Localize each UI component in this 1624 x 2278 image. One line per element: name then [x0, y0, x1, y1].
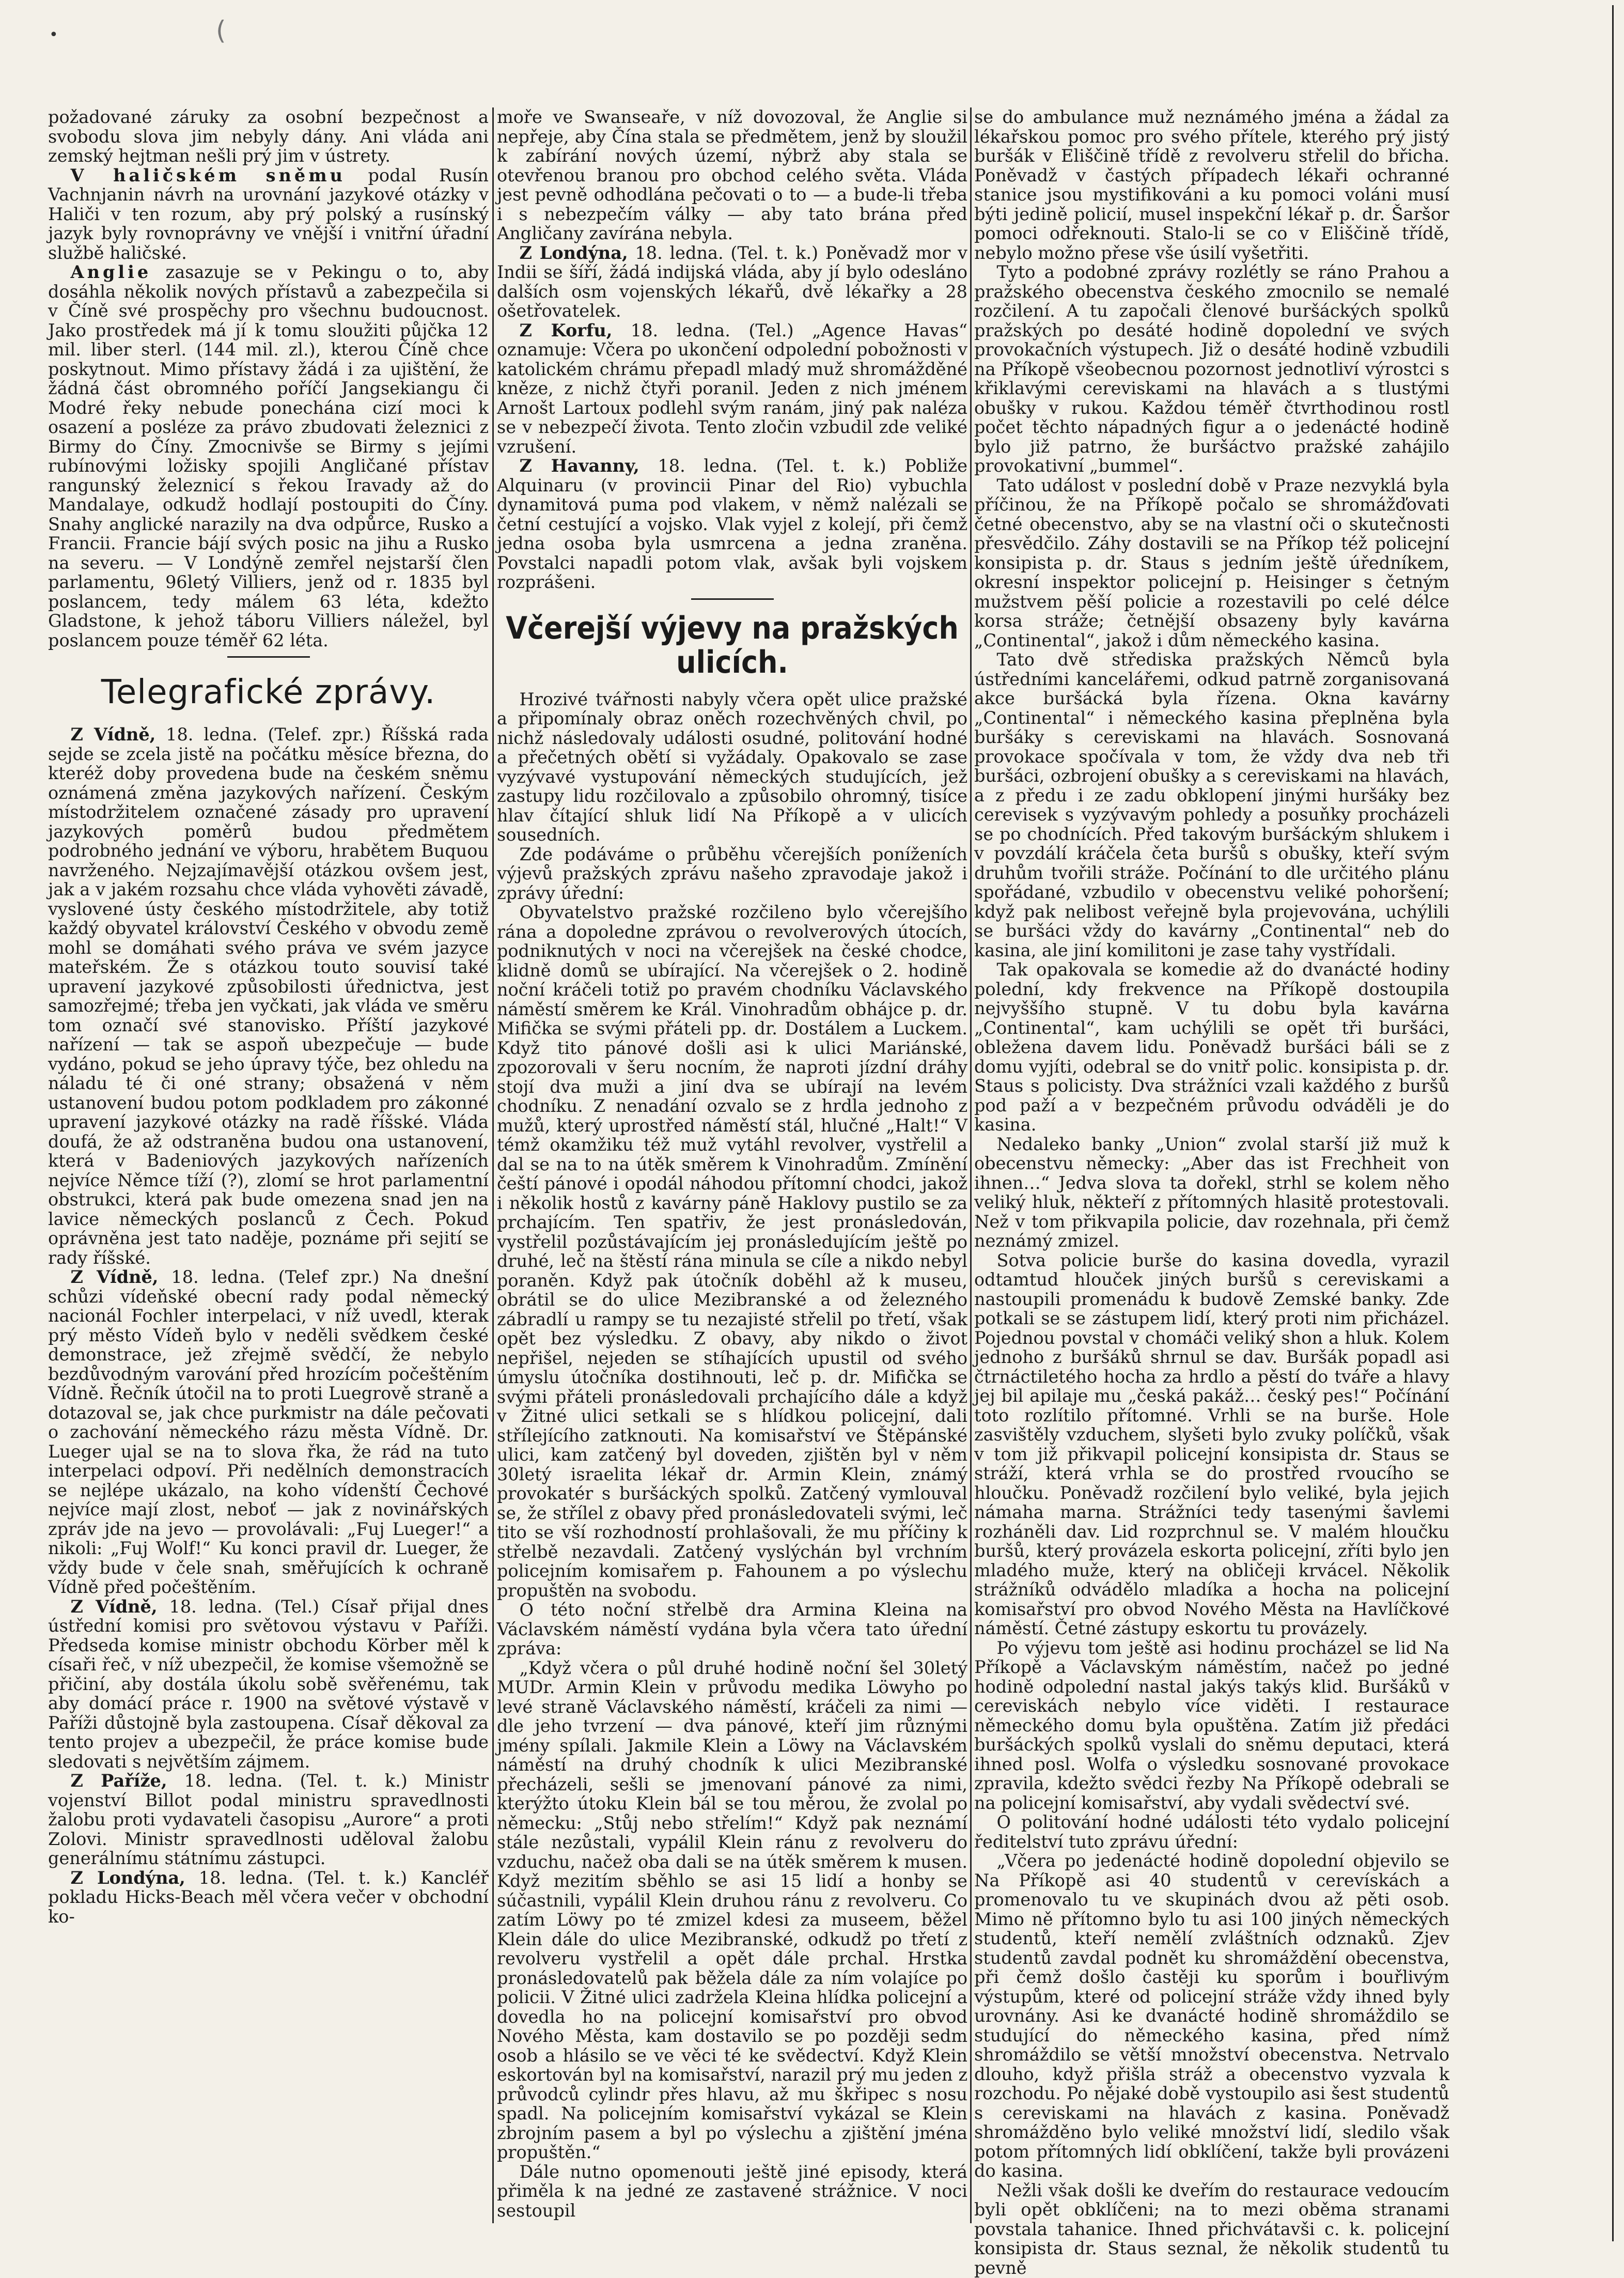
dateline: Z Vídně, [70, 724, 156, 745]
dateline: Z Korfu, [519, 320, 613, 340]
telegram-text: 18. ledna. (Tel.) Císař přijal dnes ústřední komisi pro světovou výstavu v Paříži. Předseda komise ministr obchodu Körber měl k císaři řeč, v níž ubezpečil, že komise všemožně se přičiní, aby dostála úkolu sobě svěřenému, tak aby domácí práce r. 1900 na světové výstavě v Paříži důstojně byla zastoupena. Císař děkoval za tento projev a ubezpečil, že práce komise bude sledovati s největším zájmem. [48, 1596, 489, 1772]
telegram-text: 18. ledna. (Telef zpr.) Na dnešní schůzi vídeňské obecní rady podal německý nacionál Fochler interpelaci, v níž uvedl, kterak prý město Vídeň bylo v neděli svědkem české demonstrace, jež zřejmě svědčí, že nebylo bezdůvodným varování před hrozícím počeštěním Vídně. Řečník útočil na to proti Luegrově straně a dotazoval se, jak chce purkmistr na dále pečovati o zachování německého rázu města Vídně. Dr. Lueger ujal se na to slova řka, že rád na tuto interpelaci odpoví. Při nedělních demonstracích se nejlépe ukázalo, na koho vídenští Čechové nejvíce mají zlost, neboť — jak z novinářských zpráv jde na jevo — provolávali: „Fuj Lueger!“ a nikoli: „Fuj Wolf!“ Ku konci pravil dr. Lueger, že vždy bude v čele snah, směřujících k ochraně Vídně před počeštěním. [48, 1267, 489, 1597]
lead-words: Anglie [70, 262, 152, 282]
dateline: Z Vídně, [70, 1596, 158, 1617]
telegram-text: 18. ledna. (Telef. zpr.) Říšská rada sejde se zcela jistě na počátku měsíce března, do kteréž doby provedena bude na českém sněmu oznámená změna jazykových nařízení. Českým místodržitelem označené zásady pro upravení jazykových poměrů budou předmětem podrobného jednání ve výboru, hrabětem Buquou navrženého. Nejzajímavější otázkou ovšem jest, jak a v jakém rozsahu chce vláda vyhověti závadě, vyslovené ústy českého místodržitele, aby totiž každý obyvatel království Českého v obvodu země mohl se domáhati svého práva ve svém jazyce mateřském. Že s otázkou touto souvisí také upravení jazykové způsobilosti úřednictva, jest samozřejmé; třeba jen vyčkati, jak vláda ve směru tom označí své stanovisko. Příští jazykové nařízení — tak se aspoň ubezpečuje — bude vydáno, pokud se jeho úpravy týče, bez ohledu na náladu té či oné strany; obsažená v něm ustanovení budou potom podkladem pro zákonné upravení jazykové otázky na radě říšské. Vláda doufá, že až odstraněna budou ona ustanovení, která v Badeniových jazykových nařízeních nejvíce Němce tíží (?), zlomí se hrot parlamentní obstrukci, která pak bude omezena snad jen na lavice německých poslanců z Čech. Pokud oprávněna jest tato naděje, poznáme při sejití se rady říšské. [48, 724, 489, 1268]
paragraph: požadované záruky za osobní bezpečnost a svobodu slova jim nebyly dány. Ani vláda ani zemský hejtman nešli prý jim v ústrety. [48, 107, 489, 166]
telegram [497, 243, 967, 321]
column-rule-1 [492, 107, 494, 2223]
divider [227, 656, 310, 658]
paragraph: O politování hodné události této vydalo policejní ředitelství tuto zprávu úřední: [974, 1812, 1449, 1852]
paragraph: moře ve Swanseaře, v níž dovozoval, že Anglie si nepřeje, aby Čína stala se předmětem, jenž by sloužil k zabírání nových území, nýbrž aby stala se otevřenou branou pro obchod celého světa. Vláda jest pevně odhodlána pečovati o to — a bude-li třeba i s nebezpečím války — aby tato brána před Angličany zavírána nebyla. [497, 107, 967, 243]
lead-words: V haličském sněmu [70, 165, 346, 185]
telegram [497, 456, 967, 592]
telegram-text: 18. ledna. (Tel.) „Agence Havas“ oznamuje: Včera po ukončení odpolední pobožnosti v katolickém chrámu přepadl mladý muž shromážděné kněze, z nichž čtyři poranil. Jeden z nich jménem Arnošt Lartoux podlehl svým ranám, jiný pak naléza se v nebezpečí života. Tento zločin vzbudil zde veliké vzrušení. [497, 320, 968, 457]
paragraph: se do ambulance muž neznámého jména a žádal za lékařskou pomoc pro svého přítele, kterého prý jistý buršák v Eliščině třídě z revolveru střelil do břicha. Poněvadž v častých případech lékaři ochranné stanice jsou mystifikováni a ku pomoci voláni musí býti jedině policií, musel inspekční lékař p. dr. Šaršor pomoci odřeknouti. Stalo-li se co v Eliščině třídě, nebylo možno přese vše úsilí vyšetřiti. [974, 107, 1449, 263]
paragraph: Tyto a podobné zprávy rozlétly se ráno Prahou a pražského obecenstva českého zmocnilo se nemalé rozčilení. A tu započali členové buršáckých spolků pražských po desáté hodině dopolední ve svých provokačních výstupech. Již o desáté hodině vzbudili na Příkopě všeobecnou pozornost jednotliví výrostci s křiklavými cereviskami na hlavách a s tlustými obušky v rukou. Každou téměř čtvrthodinou rostl počet těchto nápadných figur a o jedenácté hodině bylo již patrno, že buršáctvo pražské zahájilo provokativní „bummel“. [974, 262, 1449, 476]
dateline: Z Havanny, [519, 456, 639, 476]
telegram-text: 18. ledna. (Tel. t. k.) Pobliže Alquinaru (v provincii Pinar del Rio) vybuchla dynamitová puma pod vlakem, v němž nalézali se četní cestující a vojsko. Vlak vyjel z kolejí, při čemž jedna osoba byla usmrcena a jedna zraněna. Povstalci napadli potom vlak, avšak byli vojskem rozprášeni. [497, 456, 967, 592]
dateline: Z Londýna, [519, 242, 628, 263]
paragraph: „Když včera o půl druhé hodině noční šel 30letý MUDr. Armin Klein v průvodu medika Löwyho po levé straně Václavského náměstí, kráčeli za nimi — dle jeho tvrzení — dva pánové, kteří jim různými jmény spílali. Jakmile Klein a Löwy na Václavském náměstí na druhý chodník k ulici Mezibranské přecházeli, sešli se jmenovaní pánové za nimi, kterýžto útoku Klein bál se tou měrou, že zvolal po německu: „Stůj nebo střelím!“ Když pak neznámí stále nezůstali, vypálil Klein ránu z revolveru do vzduchu, načež oba dali se na útěk směrem k musen. Když mezitím sběhlo se asi 15 lidí a honby se súčastnili, vypálil Klein druhou ránu z revolveru. Co zatím Löwy po té zmizel kdesi za museem, běžel Klein dále do ulice Mezibranské, odkudž po třetí z revolveru vystřelil a opět dále prchal. Hrstka pronásledovatelů pak běžela dále za ním volajíce po policii. V Žitné ulici zadržela Kleina hlídka policejní a dovedla ho na policejní komisařství pro obvod Nového Města, kam dostavilo se po později sedm osob a hlásilo se ve věci té ke svědectví. Když Klein eskortován byl na komisařství, narazil prý mu jeden z průvodců cylindr přes hlavu, až mu škřipec s nosu spadl. Na policejním komisařství vykázal se Klein zbrojním pasem a byl po výslechu a zjištění jména propuštěn.“ [497, 1657, 967, 2162]
paragraph: Dále nutno opomenouti ještě jiné episody, která přiměla k na jedné ze zastavené strážnice. V noci sestoupil [497, 2161, 967, 2221]
telegram-text: 18. ledna. (Tel. t. k.) Ministr vojenství Billot podal ministru spravedlnosti žalobu proti vydavateli časopisu „Aurore“ a proti Zolovi. Ministr spravedlnosti uděloval žalobu generálnímu státnímu zástupci. [48, 1771, 489, 1868]
paragraph-text: podal Rusín Vachnjanin návrh na urovnání jazykové otázky v Haliči v ten rozum, aby prý polský a rusínský jazyk byly rovnoprávny ve vnější i vnitřní úřadní službě haličské. [48, 165, 489, 263]
divider [691, 598, 774, 600]
telegram [48, 1771, 489, 1868]
margin-mark-dot: • [49, 26, 58, 44]
dateline: Z Londýna, [70, 1867, 185, 1888]
paragraph: O této noční střelbě dra Armina Kleina na Václavském náměstí vydána byla včera tato úřední zpráva: [497, 1600, 967, 1659]
paragraph: Nežli však došli ke dveřím do restaurace vedoucím byli opět obklíčeni; na to mezi oběma stranami povstala tahanice. Ihned přichvátavši c. k. policejní konsipista dr. Staus seznal, že několik studentů tu pevně [974, 2180, 1449, 2278]
paragraph: „Včera po jedenácté hodině dopolední objevilo se Na Příkopě asi 40 studentů v cerevískách a promenovalo tu ve skupinách dvou až pěti osob. Mimo ně přítomno bylo tu asi 100 jiných německých studentů, kteří nemělí zvláštních odznaků. Zjev studentů zavdal podnět ku shromáždění obecenstva, při čemž došlo častěji ku sporům i bouřlivým výstupům, které od policejní stráže vždy ihned byly urovnány. Asi ke dvanácté hodině shromáždilo se studující do německého kasina, před nímž shromáždilo se větší množství obecenstva. Netrvalo dlouho, když přišla stráž a obecenstvo vyzvala k rozchodu. Po nějaké době vystoupilo asi šest studentů s cereviskami na hlavách z kasina. Poněvadž shromážděno bylo veliké množství lidí, sledilo však potom přítomných lidí obklíčení, takže byli provázeni do kasina. [974, 1851, 1449, 2181]
paragraph: Nedaleko banky „Union“ zvolal starší již muž k obecenstvu německy: „Aber das ist Frechheit von ihnen…“ Jedva slova ta dořekl, strhl se kolem něho veliký hluk, někteří z přítomných hlasitě protestovali. Než v tom přikvapila policie, dav rozehnala, při čemž neznámý zmizel. [974, 1134, 1449, 1251]
column-rule-2 [970, 107, 972, 2223]
telegram [48, 1597, 489, 1772]
telegram [48, 1267, 489, 1597]
margin-mark-paren: ( [216, 16, 226, 45]
paragraph: Tato dvě střediska pražských Němců byla ústředními kancelářemi, odkud patrně zorganisovaná akce buršácká byla řízena. Okna kavárny „Continental“ i německého kasina přeplněna byla buršáky s cereviskami na hlavách. Sosnovaná provokace spočívala v tom, že vždy dva neb tři buršáci, ozbrojení obušky a s cereviskami na hlavách, a z předu i ze zadu obklopení jinými huršáky bez cerevisek s vyzývavým pohledy a posuňky procházeli se po chodnících. Před takovým buršáckým shlukem i v povzdálí kráčela četa buršů s obušky, kteří svým druhům tvořili stráže. Počínání to dle určitého plánu spořádané, vzbudilo v obecenstvu veliké pohoršení; když pak nelibost veřejně byla projevována, uchýlili se buršáci vždy do kavárny „Continental“ neb do kasina, ale jiní komilitoni je zase tahy vystřídali. [974, 649, 1449, 960]
column-1 [48, 107, 489, 2221]
paragraph: Hrozivé tvářnosti nabyly včera opět ulice pražské a připomínaly obraz oněch rozechvěných chvil, po nichž následovaly události osudné, politování hodné a přečetných obětí si vyžádaly. Opakovalo se zase vyzývavé vystupování německých studujících, jež zastupy lidu rozčilovalo a způsobilo ohromný, tisíce hlav čítající shluk lidí Na Příkopě a v ulicích sousedních. [497, 689, 967, 845]
dateline: Z Paříže, [70, 1771, 167, 1791]
paragraph: Sotva policie burše do kasina dovedla, vyrazil odtamtud hlouček jiných buršů s cereviskami a nastoupili promenádu k budově Zemské banky. Zde potkali se se zástupem lidí, který proti nim přicházel. Pojednou povstal v chomáči veliký shon a hluk. Kolem jednoho z buršáků shrnul se dav. Buršák popadl asi čtrnáctiletého hocha za hrdlo a pěstí do tváře a hlavy jej bil apilaje mu „česká pakáž… český pes!“ Počínání toto rozlítilo přítomné. Vrhli se na burše. Hole zasvištěly vzduchem, slyšeti bylo zvuky políčků, však v tom již přikvapil policejní konsipista dr. Staus se stráží, která vrhla se do prostřed rvoucího se hloučku. Poněvadž rozčilení bylo veliké, byla jejich námaha marna. Strážníci tedy tasenými šavlemi rozháněli dav. Lid rozprchnul se. V malém hloučku buršů, který provázela eskorta policejní, zříti bylo jen mladého muže, který na obličeji krvácel. Několik strážníků odvádělo mladíka a hocha na policejní komisařství pro obvod Nového Města na Havlíčkové náměstí. Četné zástupy eskortu tu provázely. [974, 1250, 1449, 1638]
dateline: Z Vídně, [70, 1267, 159, 1287]
section-title: Včerejší výjevy na pražských ulicích. [506, 610, 959, 680]
column-2 [497, 107, 967, 2221]
section-title: Telegrafické zprávy. [101, 673, 436, 711]
column-3 [974, 107, 1449, 2278]
telegram-text: 18. ledna. (Tel. t. k.) Poněvadž mor v Indii se šíří, žádá indijská vláda, aby jí bylo odesláno dalších osm vojenských lékařů, dvě lékařky a 28 ošetřovatelek. [497, 242, 967, 321]
telegram [497, 321, 967, 457]
paragraph: Tak opakovala se komedie až do dvanácté hodiny polední, kdy frekvence na Příkopě dostoupila nejvyššího stupně. V tu dobu byla kavárna „Continental“, kam uchýlili se opět tři buršáci, obležena davem lidu. Poněvadž buršáci báli se z domu vyjíti, odebral se do vnitř polic. konsipista p. dr. Staus s policisty. Dva strážníci vzali každého z buršů pod paží a v bezpečném průvodu odváděli je do kasina. [974, 959, 1449, 1135]
paragraph [48, 262, 489, 650]
paragraph: Obyvatelstvo pražské rozčileno bylo včerejšího rána a dopoledne zprávou o revolverových útocích, podniknutých v noci na včerejšek na české chodce, klidně domů se ubírající. Na včerejšek o 2. hodině noční kráčeli totiž po pravém chodníku Václavského náměstí směrem ke Král. Vinohradům obhájce p. dr. Mifička se svými přáteli pp. dr. Dostálem a Luckem. Když tito pánové došli asi k ulici Mariánské, zpozorovali v šeru nocním, že naproti jízdní dráhy stojí dva muži a jiní dva se ubírají na levém chodníku. Z nenadání ozvalo se z hrdla jednoho z mužů, který uprostřed náměstí stál, hlučné „Halt!“ V témž okamžiku též muž vytáhl revolver, vystřelil a dal se na to na útěk směrem k Vinohradům. Zmínění čeští pánové i opodál náhodou přítomní chodci, jakož i několik hostů z kavárny páně Haklovy pustilo se za prchajícím. Ten spatřiv, že jest pronásledován, vystřelil pozůstávajícím jej pronásledujícím ještě po druhé, leč na štěstí rána minula se cíle a nikdo nebyl poraněn. Když pak útočník doběhl až k museu, obrátil se do ulice Mezibranské a od železného zábradlí u rampy se tu nezajisté střelil po třetí, však opět bez výsledku. Z obavy, aby nikdo o život nepřišel, nejeden se stíhajících upustil od svého úmyslu útočníka dostihnouti, leč p. dr. Mifička se svými přáteli pronásledovali prchajícího dále a když v Žitné ulici setkali se s hlídkou policejní, dali střílejícího zatknouti. Na komisařství ve Štěpánské ulici, kam zatčený byl doveden, zjištěn byl v něm 30letý israelita lékař dr. Armin Klein, známý provokatér s buršáckých spolků. Zatčený vymlouval se, že střílel z obavy před pronásledovateli svými, leč tito se vší rozhodností prohlašovali, že mu příčiny k střelbě nezavdali. Zatčený vyslýchán byl vrchním policejním komisařem p. Fahounem a po výslechu propuštěn na svobodu. [497, 902, 967, 1601]
telegram-text: 18. ledna. (Tel. t. k.) Kancléř pokladu Hicks-Beach měl včera večer v obchodní ko- [48, 1867, 489, 1927]
paragraph: Tato událost v poslední době v Praze nezvyklá byla příčinou, že na Příkopě počalo se shromážďovati četné obecenstvo, aby se na vlastní oči o skutečnosti přesvědčilo. Záhy dostavili se na Příkop též policejní konsipista p. dr. Staus s jedním ještě úředníkem, okresní inspektor policejní p. Heisinger s četným mužstvem pěší policie a rozestavili po celé délce korsa stráže; četnější obsazeny byly kavárna „Continental“, jakož i dům německého kasina. [974, 475, 1449, 650]
paragraph: Zde podáváme o průběhu včerejších poníženích výjevů pražských zprávu našeho zpravodaje jakož i zprávy úřední: [497, 844, 967, 903]
paragraph: Po výjevu tom ještě asi hodinu procházel se lid Na Příkopě a Václavským náměstím, načež po jedné hodině odpolední nastal jakýs takýs klid. Buršáků v cereviskách nebylo více viděti. I restaurace německého domu byla opuštěna. Zatím již předáci buršáckých spolků vyslali do sněmu deputaci, která ihned posl. Wolfa o výsledku sosnované provokace zpravila, kdežto svědci řezby Na Příkopě odebrali se na policejní komisařství, aby vydali svědectví své. [974, 1637, 1449, 1813]
telegram [48, 725, 489, 1267]
paragraph-text: zasazuje se v Pekingu o to, aby dosáhla několik nových přístavů a zabezpečila si v Číně své prospěchy pro všechnu budoucnost. Jako prostředek má jí k tomu sloužiti půjčka 12 mil. liber sterl. (144 mil. zl.), kterou Číně chce poskytnout. Mimo přístavy žádá i za ujištění, že žádná část obromného poříčí Jangsekiangu či Modré řeky nebude ponechána cizí moci k osazení a posléze za právo zbudovati železnici z Birmy do Číny. Zmocnivše se Birmy s jejími rubínovými ložisky spojili Angličané přístav rangunský železnicí s řekou Iravady až do Mandalaye, odkudž hodlají postoupiti do Číny. Snahy anglické narazily na dva odpůrce, Rusko a Francii. Francie bájí svých posic na jihu a Rusko na severu. — V Londýně zemřel nejstarší člen parlamentu, 96letý Villiers, jenž od r. 1835 byl poslancem, tedy málem 63 léta, kdežto Gladstone, k jehož táboru Villiers náležel, byl poslancem pouze téměř 62 léta. [48, 262, 489, 650]
paragraph [48, 166, 489, 263]
telegram [48, 1868, 489, 1927]
